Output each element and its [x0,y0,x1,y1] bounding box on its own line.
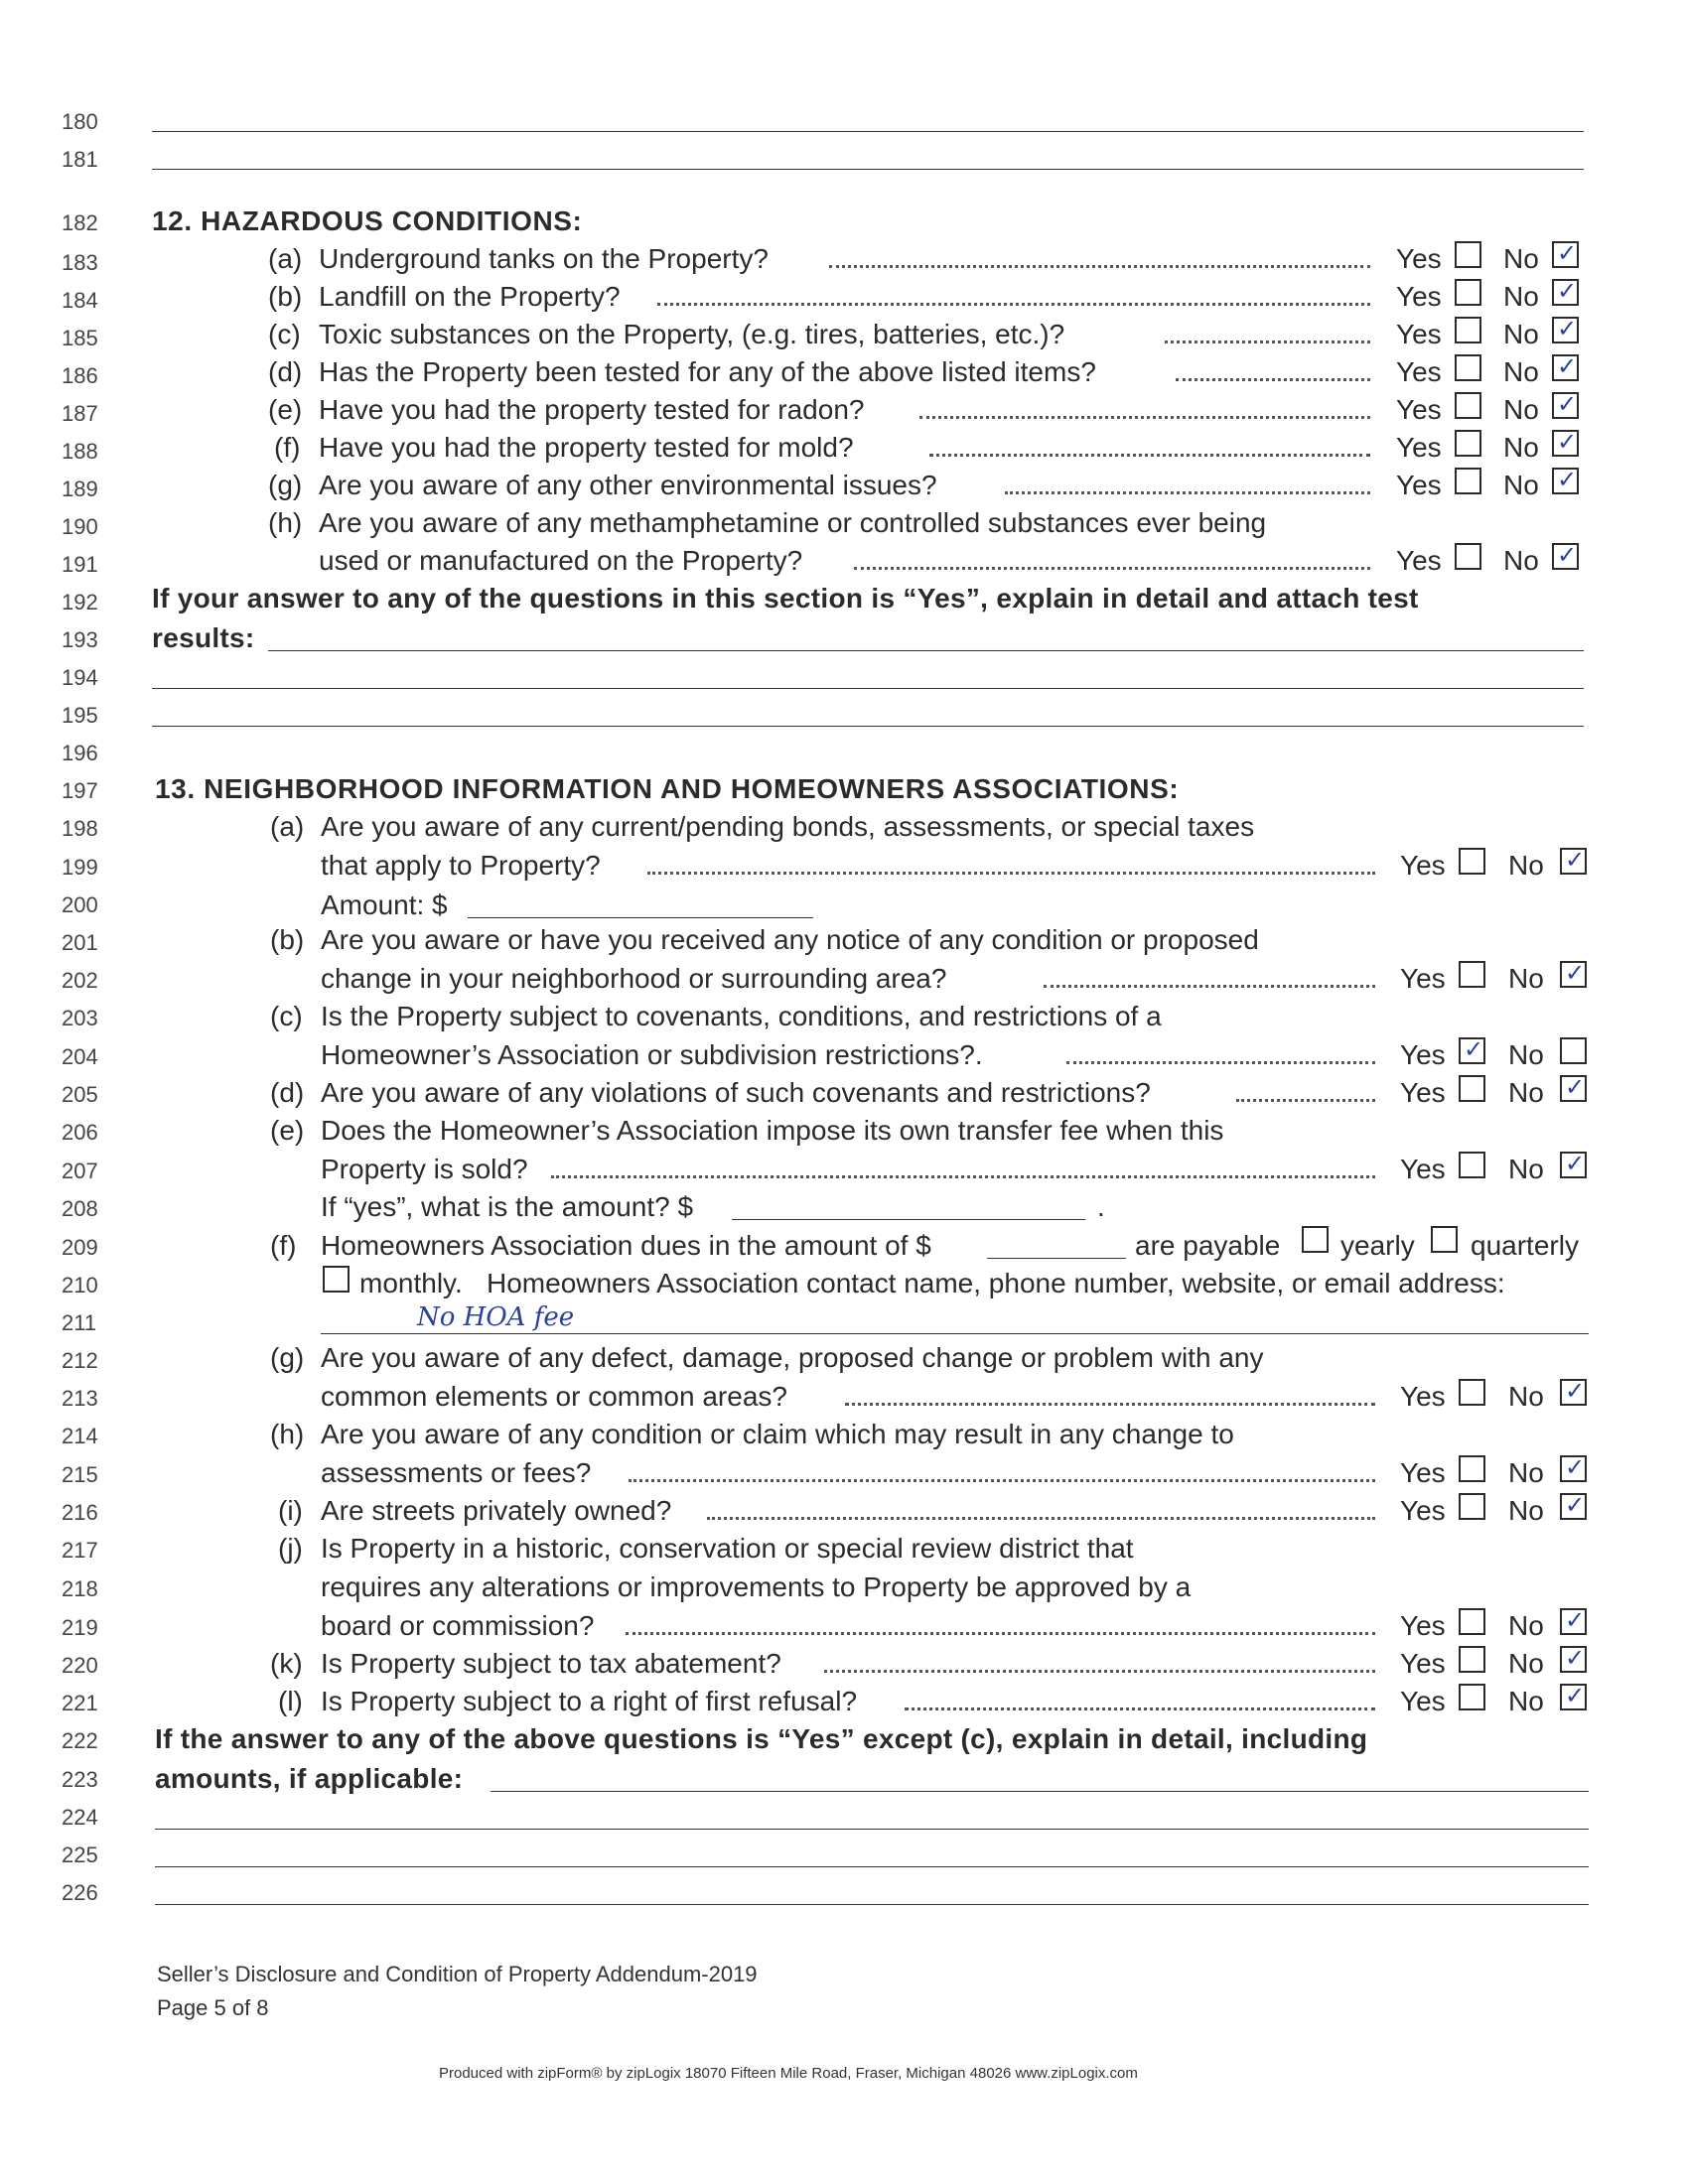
neighborhood-i-yes-checkbox[interactable] [1459,1493,1485,1520]
no-label: No [1503,243,1539,274]
yes-label: Yes [1396,243,1442,274]
monthly-checkbox[interactable] [323,1266,350,1293]
hazard-4-no-checkbox[interactable] [1552,392,1579,419]
yes-label: Yes [1396,281,1442,312]
neighborhood-k-no-checkbox[interactable] [1560,1646,1587,1673]
blank-line [152,688,1584,689]
neighborhood-b-yes-checkbox[interactable] [1459,961,1485,988]
line-number: 203 [62,1006,98,1030]
hazard-2-no-checkbox[interactable] [1552,317,1579,343]
dot-leader [845,1399,1375,1406]
neighborhood-l-no-checkbox[interactable] [1560,1684,1587,1710]
item-letter: (f) [270,1230,297,1261]
no-label: No [1503,394,1539,425]
line-number: 196 [62,741,98,765]
payable-label: are payable [1135,1230,1281,1261]
section-12-explain-line2: results: [152,622,255,653]
line-number: 226 [62,1880,98,1905]
question-text: Have you had the property tested for mold? [319,432,854,463]
line-number: 181 [62,147,98,172]
question-text: Are you aware of any methamphetamine or controlled substances ever being [319,507,1267,538]
line-number: 221 [62,1691,98,1715]
question-text: Has the Property been tested for any of the above listed items? [319,356,1096,387]
dot-leader [919,412,1370,419]
no-label: No [1503,319,1539,349]
hazard-7-yes-checkbox[interactable] [1455,543,1481,570]
no-label: No [1508,963,1544,994]
quarterly-checkbox[interactable] [1431,1226,1458,1253]
handwritten-note: No HOA fee [417,1302,575,1332]
line-number: 185 [62,326,98,350]
line-number: 180 [62,109,98,134]
no-label: No [1508,850,1544,881]
no-label: No [1508,1610,1544,1641]
section-13-explain-line2: amounts, if applicable: [155,1763,464,1794]
dot-leader [707,1513,1375,1520]
line-number: 190 [62,514,98,539]
neighborhood-d-yes-checkbox[interactable] [1459,1075,1485,1102]
question-text: Landfill on the Property? [319,281,621,312]
hoa-contact-field[interactable] [321,1333,1589,1334]
neighborhood-c-yes-checkbox[interactable] [1459,1037,1485,1064]
question-text: Are you aware of any other environmental issues? [319,470,937,500]
yearly-checkbox[interactable] [1302,1226,1329,1253]
item-letter: (h) [270,1419,305,1449]
question-l-line1: Is Property subject to a right of first refusal? [321,1686,858,1716]
no-label: No [1508,1457,1544,1488]
neighborhood-h-no-checkbox[interactable] [1560,1455,1587,1482]
dot-leader [629,1475,1375,1482]
dot-leader [1066,1057,1375,1064]
yes-label: Yes [1400,1495,1446,1526]
explain-field[interactable] [491,1791,1589,1792]
hazard-6-yes-checkbox[interactable] [1455,468,1481,494]
transfer-fee-field[interactable] [732,1219,1085,1220]
yes-label: Yes [1396,319,1442,349]
question-text: Toxic substances on the Property, (e.g. tires, batteries, etc.)? [319,319,1065,349]
blank-line [155,1904,1589,1905]
line-number: 189 [62,477,98,501]
footer-page: Page 5 of 8 [157,1995,269,2020]
line-number: 216 [62,1500,98,1525]
question-text: Have you had the property tested for radon? [319,394,865,425]
hazard-1-no-checkbox[interactable] [1552,279,1579,306]
footer-title: Seller’s Disclosure and Condition of Property Addendum-2019 [157,1962,758,1986]
neighborhood-l-yes-checkbox[interactable] [1459,1684,1485,1710]
question-d-line1: Are you aware of any violations of such covenants and restrictions? [321,1077,1151,1108]
hazard-3-no-checkbox[interactable] [1552,354,1579,381]
hazard-3-yes-checkbox[interactable] [1455,354,1481,381]
neighborhood-g-yes-checkbox[interactable] [1459,1379,1485,1406]
dot-leader [929,450,1370,457]
line-number: 191 [62,552,98,577]
hazard-5-yes-checkbox[interactable] [1455,430,1481,457]
item-letter: (a) [270,811,305,842]
yes-label: Yes [1396,356,1442,387]
neighborhood-a-no-checkbox[interactable] [1560,848,1587,875]
line-number: 222 [62,1728,98,1753]
no-label: No [1508,1077,1544,1108]
hazard-5-no-checkbox[interactable] [1552,430,1579,457]
line-number: 214 [62,1424,98,1448]
item-letter: (j) [278,1533,303,1564]
line-number: 220 [62,1653,98,1678]
question-j-line1: Is Property in a historic, conservation or special review district that [321,1533,1134,1564]
hazard-0-yes-checkbox[interactable] [1455,241,1481,268]
line-number: 223 [62,1767,98,1792]
amount-label: Amount: $ [321,889,448,920]
hoa-contact-label: Homeowners Association contact name, phone number, website, or email address: [487,1268,1505,1298]
hazard-1-yes-checkbox[interactable] [1455,279,1481,306]
yes-label: Yes [1400,1077,1446,1108]
line-number: 198 [62,816,98,841]
dot-leader [657,299,1370,306]
blank-line [155,1829,1589,1830]
line-number: 197 [62,778,98,803]
line-number: 186 [62,363,98,388]
dot-leader [1236,1095,1375,1102]
question-a-line2: that apply to Property? [321,850,601,881]
blank-line [152,169,1584,170]
neighborhood-b-no-checkbox[interactable] [1560,961,1587,988]
line-number: 193 [62,627,98,652]
yearly-label: yearly [1340,1230,1415,1261]
dot-leader [1165,337,1370,343]
line-number: 219 [62,1615,98,1640]
neighborhood-a-yes-checkbox[interactable] [1459,848,1485,875]
question-h-line2: assessments or fees? [321,1457,592,1488]
line-number: 204 [62,1044,98,1069]
blank-line [152,131,1584,132]
no-label: No [1508,1495,1544,1526]
line-number: 215 [62,1462,98,1487]
item-letter: (c) [270,1001,303,1031]
explain-field[interactable] [268,650,1584,651]
dot-leader [829,261,1370,268]
no-label: No [1508,1154,1544,1184]
line-number: 195 [62,703,98,728]
question-text: used or manufactured on the Property? [319,545,803,576]
dot-leader [854,563,1370,570]
hazard-4-yes-checkbox[interactable] [1455,392,1481,419]
line-number: 183 [62,250,98,275]
item-letter: (h) [268,507,303,538]
period: . [1097,1191,1105,1222]
item-letter: (f) [274,432,301,463]
question-a-line1: Are you aware of any current/pending bonds, assessments, or special taxes [321,811,1255,842]
dot-leader [824,1666,1375,1673]
hazard-0-no-checkbox[interactable] [1552,241,1579,268]
question-h-line1: Are you aware of any condition or claim which may result in any change to [321,1419,1234,1449]
yes-label: Yes [1400,1154,1446,1184]
item-letter: (g) [268,470,303,500]
neighborhood-e-yes-checkbox[interactable] [1459,1152,1485,1178]
item-letter: (a) [268,243,303,274]
line-number: 208 [62,1196,98,1221]
item-letter: (l) [278,1686,303,1716]
no-label: No [1503,281,1539,312]
no-label: No [1503,470,1539,500]
line-number: 184 [62,288,98,313]
hazard-2-yes-checkbox[interactable] [1455,317,1481,343]
line-number: 188 [62,439,98,464]
line-number: 213 [62,1386,98,1411]
yes-label: Yes [1400,1457,1446,1488]
question-b-line2: change in your neighborhood or surrounding area? [321,963,947,994]
dot-leader [1005,487,1370,494]
no-label: No [1503,432,1539,463]
blank-line [155,1866,1589,1867]
section-13-title: 13. NEIGHBORHOOD INFORMATION AND HOMEOWNERS ASSOCIATIONS: [155,773,1180,804]
yes-label: Yes [1400,1610,1446,1641]
item-letter: (k) [270,1648,303,1679]
hazard-6-no-checkbox[interactable] [1552,468,1579,494]
yes-label: Yes [1400,1381,1446,1412]
line-number: 200 [62,892,98,917]
no-label: No [1508,1686,1544,1716]
section-13-explain-line1: If the answer to any of the above questions is “Yes” except (c), explain in detail, including [155,1723,1368,1754]
neighborhood-j-no-checkbox[interactable] [1560,1608,1587,1635]
line-number: 224 [62,1805,98,1830]
question-b-line1: Are you aware or have you received any notice of any condition or proposed [321,924,1259,955]
neighborhood-d-no-checkbox[interactable] [1560,1075,1587,1102]
yes-label: Yes [1396,394,1442,425]
quarterly-label: quarterly [1471,1230,1579,1261]
item-letter: (g) [270,1342,305,1373]
yes-label: Yes [1400,963,1446,994]
question-e-line2: Property is sold? [321,1154,528,1184]
line-number: 202 [62,968,98,993]
dot-leader [1176,374,1370,381]
item-letter: (c) [268,319,301,349]
dot-leader [551,1171,1375,1178]
no-label: No [1508,1381,1544,1412]
yes-label: Yes [1400,1648,1446,1679]
question-k-line1: Is Property subject to tax abatement? [321,1648,781,1679]
line-number: 187 [62,401,98,426]
line-number: 199 [62,855,98,880]
no-label: No [1508,1039,1544,1070]
neighborhood-c-no-checkbox[interactable] [1560,1037,1587,1064]
line-number: 210 [62,1273,98,1297]
item-letter: (d) [268,356,303,387]
neighborhood-j-yes-checkbox[interactable] [1459,1608,1485,1635]
line-number: 182 [62,210,98,235]
question-text: Underground tanks on the Property? [319,243,769,274]
no-label: No [1503,356,1539,387]
question-j-line3: board or commission? [321,1610,595,1641]
dues-amount-field[interactable] [987,1258,1126,1259]
line-number: 218 [62,1576,98,1601]
yes-label: Yes [1396,470,1442,500]
question-i-line1: Are streets privately owned? [321,1495,672,1526]
item-letter: (b) [270,924,305,955]
monthly-label: monthly. [359,1268,463,1298]
footer-produced: Produced with zipForm® by zipLogix 18070 Fifteen Mile Road, Fraser, Michigan 48026 www.zipLogix.com [439,2065,1138,2082]
neighborhood-h-yes-checkbox[interactable] [1459,1455,1485,1482]
section-12-title: 12. HAZARDOUS CONDITIONS: [152,205,583,236]
dot-leader [1044,981,1375,988]
line-number: 212 [62,1348,98,1373]
question-g-line2: common elements or common areas? [321,1381,787,1412]
question-g-line1: Are you aware of any defect, damage, proposed change or problem with any [321,1342,1264,1373]
yes-label: Yes [1396,432,1442,463]
line-number: 206 [62,1120,98,1145]
amount-field[interactable] [468,917,813,918]
question-j-line2: requires any alterations or improvements to Property be approved by a [321,1571,1192,1602]
question-e-line1: Does the Homeowner’s Association impose its own transfer fee when this [321,1115,1224,1146]
dot-leader [905,1704,1375,1710]
no-label: No [1503,545,1539,576]
blank-line [152,726,1584,727]
transfer-fee-label: If “yes”, what is the amount? $ [321,1191,694,1222]
dot-leader [626,1628,1375,1635]
line-number: 225 [62,1843,98,1867]
line-number: 192 [62,590,98,614]
item-letter: (i) [278,1495,303,1526]
hazard-7-no-checkbox[interactable] [1552,543,1579,570]
item-letter: (e) [270,1115,305,1146]
question-c-line2: Homeowner’s Association or subdivision restrictions?. [321,1039,983,1070]
line-number: 201 [62,930,98,955]
yes-label: Yes [1396,545,1442,576]
item-letter: (e) [268,394,303,425]
question-c-line1: Is the Property subject to covenants, conditions, and restrictions of a [321,1001,1162,1031]
line-number: 207 [62,1159,98,1183]
dot-leader [647,868,1375,875]
yes-label: Yes [1400,1686,1446,1716]
item-letter: (d) [270,1077,305,1108]
dues-label: Homeowners Association dues in the amount of $ [321,1230,931,1261]
line-number: 194 [62,665,98,690]
line-number: 209 [62,1235,98,1260]
neighborhood-e-no-checkbox[interactable] [1560,1152,1587,1178]
line-number: 211 [62,1310,97,1335]
item-letter: (b) [268,281,303,312]
section-12-explain-line1: If your answer to any of the questions in this section is “Yes”, explain in detail and attach test [152,583,1419,614]
line-number: 217 [62,1538,98,1563]
neighborhood-i-no-checkbox[interactable] [1560,1493,1587,1520]
line-number: 205 [62,1082,98,1107]
yes-label: Yes [1400,1039,1446,1070]
no-label: No [1508,1648,1544,1679]
neighborhood-g-no-checkbox[interactable] [1560,1379,1587,1406]
neighborhood-k-yes-checkbox[interactable] [1459,1646,1485,1673]
yes-label: Yes [1400,850,1446,881]
